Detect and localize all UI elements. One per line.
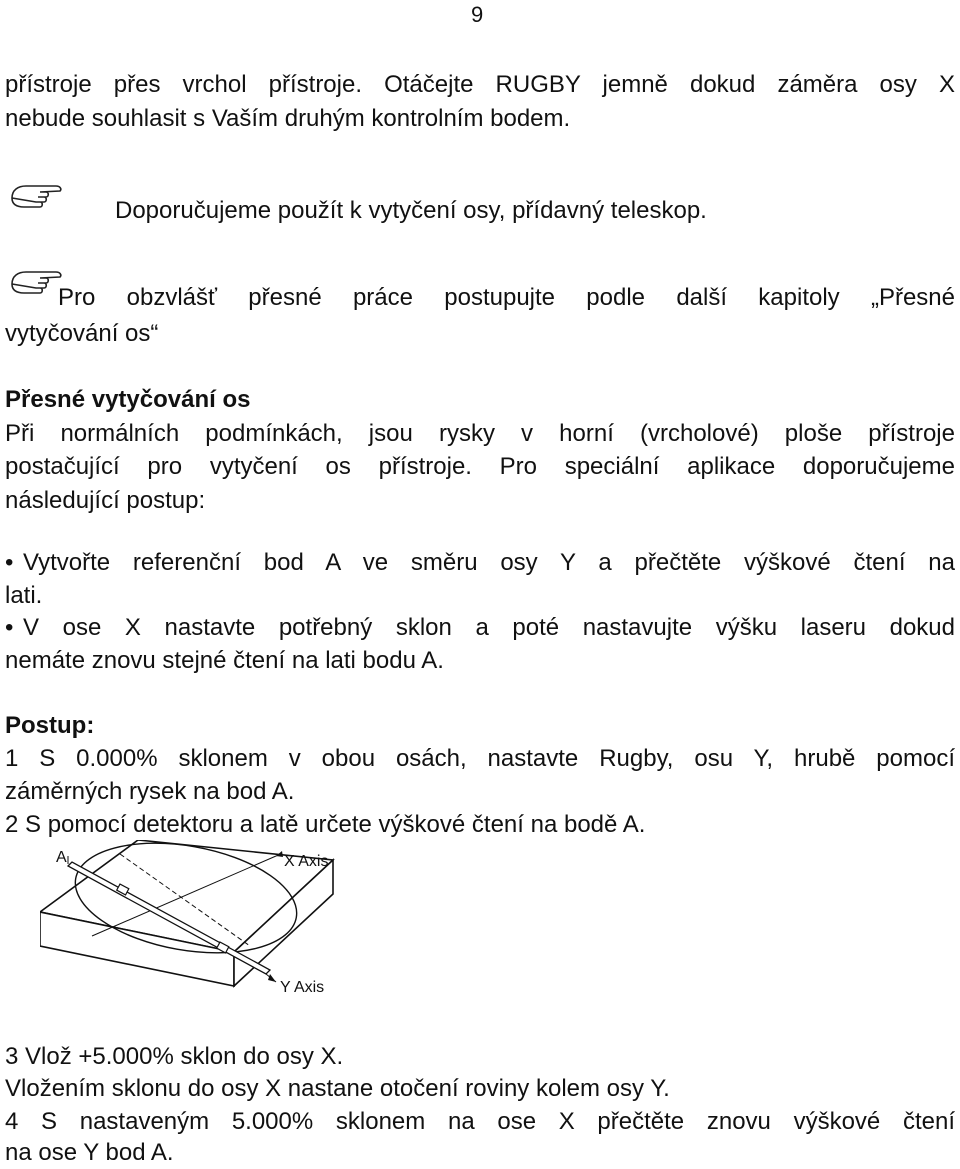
page-number: 9 — [471, 2, 484, 27]
y-axis-arrow — [268, 974, 276, 982]
step-3: 3 Vlož +5.000% sklon do osy X. — [5, 1043, 344, 1070]
bullet-item-2 — [5, 612, 955, 644]
step-3-note: Vložením sklonu do osy X nastane otočení roviny kolem osy Y. — [5, 1075, 670, 1102]
step-1-line-1: 1 S 0.000% sklonem v obou osách, nastavte Rugby, osu Y, hrubě pomocí — [5, 745, 955, 772]
bullet-marker: • — [5, 549, 14, 576]
bullet-item-1-line-2: lati. — [5, 582, 43, 609]
bullet-marker: • — [5, 614, 14, 641]
section-para-line-1: Při normálních podmínkách, jsou rysky v horní (vrcholové) ploše přístroje — [5, 420, 955, 447]
label-y-axis: Y Axis — [280, 979, 325, 996]
step-2: 2 S pomocí detektoru a latě určete výškové čtení na bodě A. — [5, 811, 646, 838]
tip-1-text: Doporučujeme použít k vytyčení osy, přídavný teleskop. — [115, 197, 707, 224]
tip-2-line-2: vytyčování os“ — [5, 320, 159, 347]
section-para-line-3: následující postup: — [5, 487, 206, 514]
step-4-line-1: 4 S nastaveným 5.000% sklonem na ose X přečtěte znovu výškové čtení — [5, 1108, 955, 1135]
pointing-hand-icon — [10, 180, 66, 216]
bullet-item-2-line-1: V ose X nastavte potřebný sklon a poté nastavujte výšku laseru dokud — [23, 614, 955, 641]
intro-line-2: nebude souhlasit s Vaším druhým kontrolním bodem. — [5, 105, 571, 132]
axis-diagram — [40, 840, 360, 1035]
bullet-item-1-line-1: Vytvořte referenční bod A ve směru osy Y a přečtěte výškové čtení na — [23, 549, 955, 576]
step-1-line-2: záměrných rysek na bod A. — [5, 778, 295, 805]
bullet-item-2-line-2: nemáte znovu stejné čtení na lati bodu A. — [5, 647, 444, 674]
step-4-line-2: na ose Y bod A. — [5, 1139, 174, 1166]
label-x-axis: X Axis — [284, 853, 329, 870]
procedure-heading: Postup: — [5, 712, 95, 739]
tip-2-line-1: Pro obzvlášť přesné práce postupujte podle další kapitoly „Přesné — [58, 284, 955, 311]
section-para-line-2: postačující pro vytyčení os přístroje. Pro speciální aplikace doporučujeme — [5, 453, 955, 480]
label-a: A — [56, 849, 67, 866]
intro-line-1: přístroje přes vrchol přístroje. Otáčejte RUGBY jemně dokud záměra osy X — [5, 71, 955, 98]
bullet-item-1 — [5, 547, 955, 579]
section-heading: Přesné vytyčování os — [5, 386, 251, 413]
